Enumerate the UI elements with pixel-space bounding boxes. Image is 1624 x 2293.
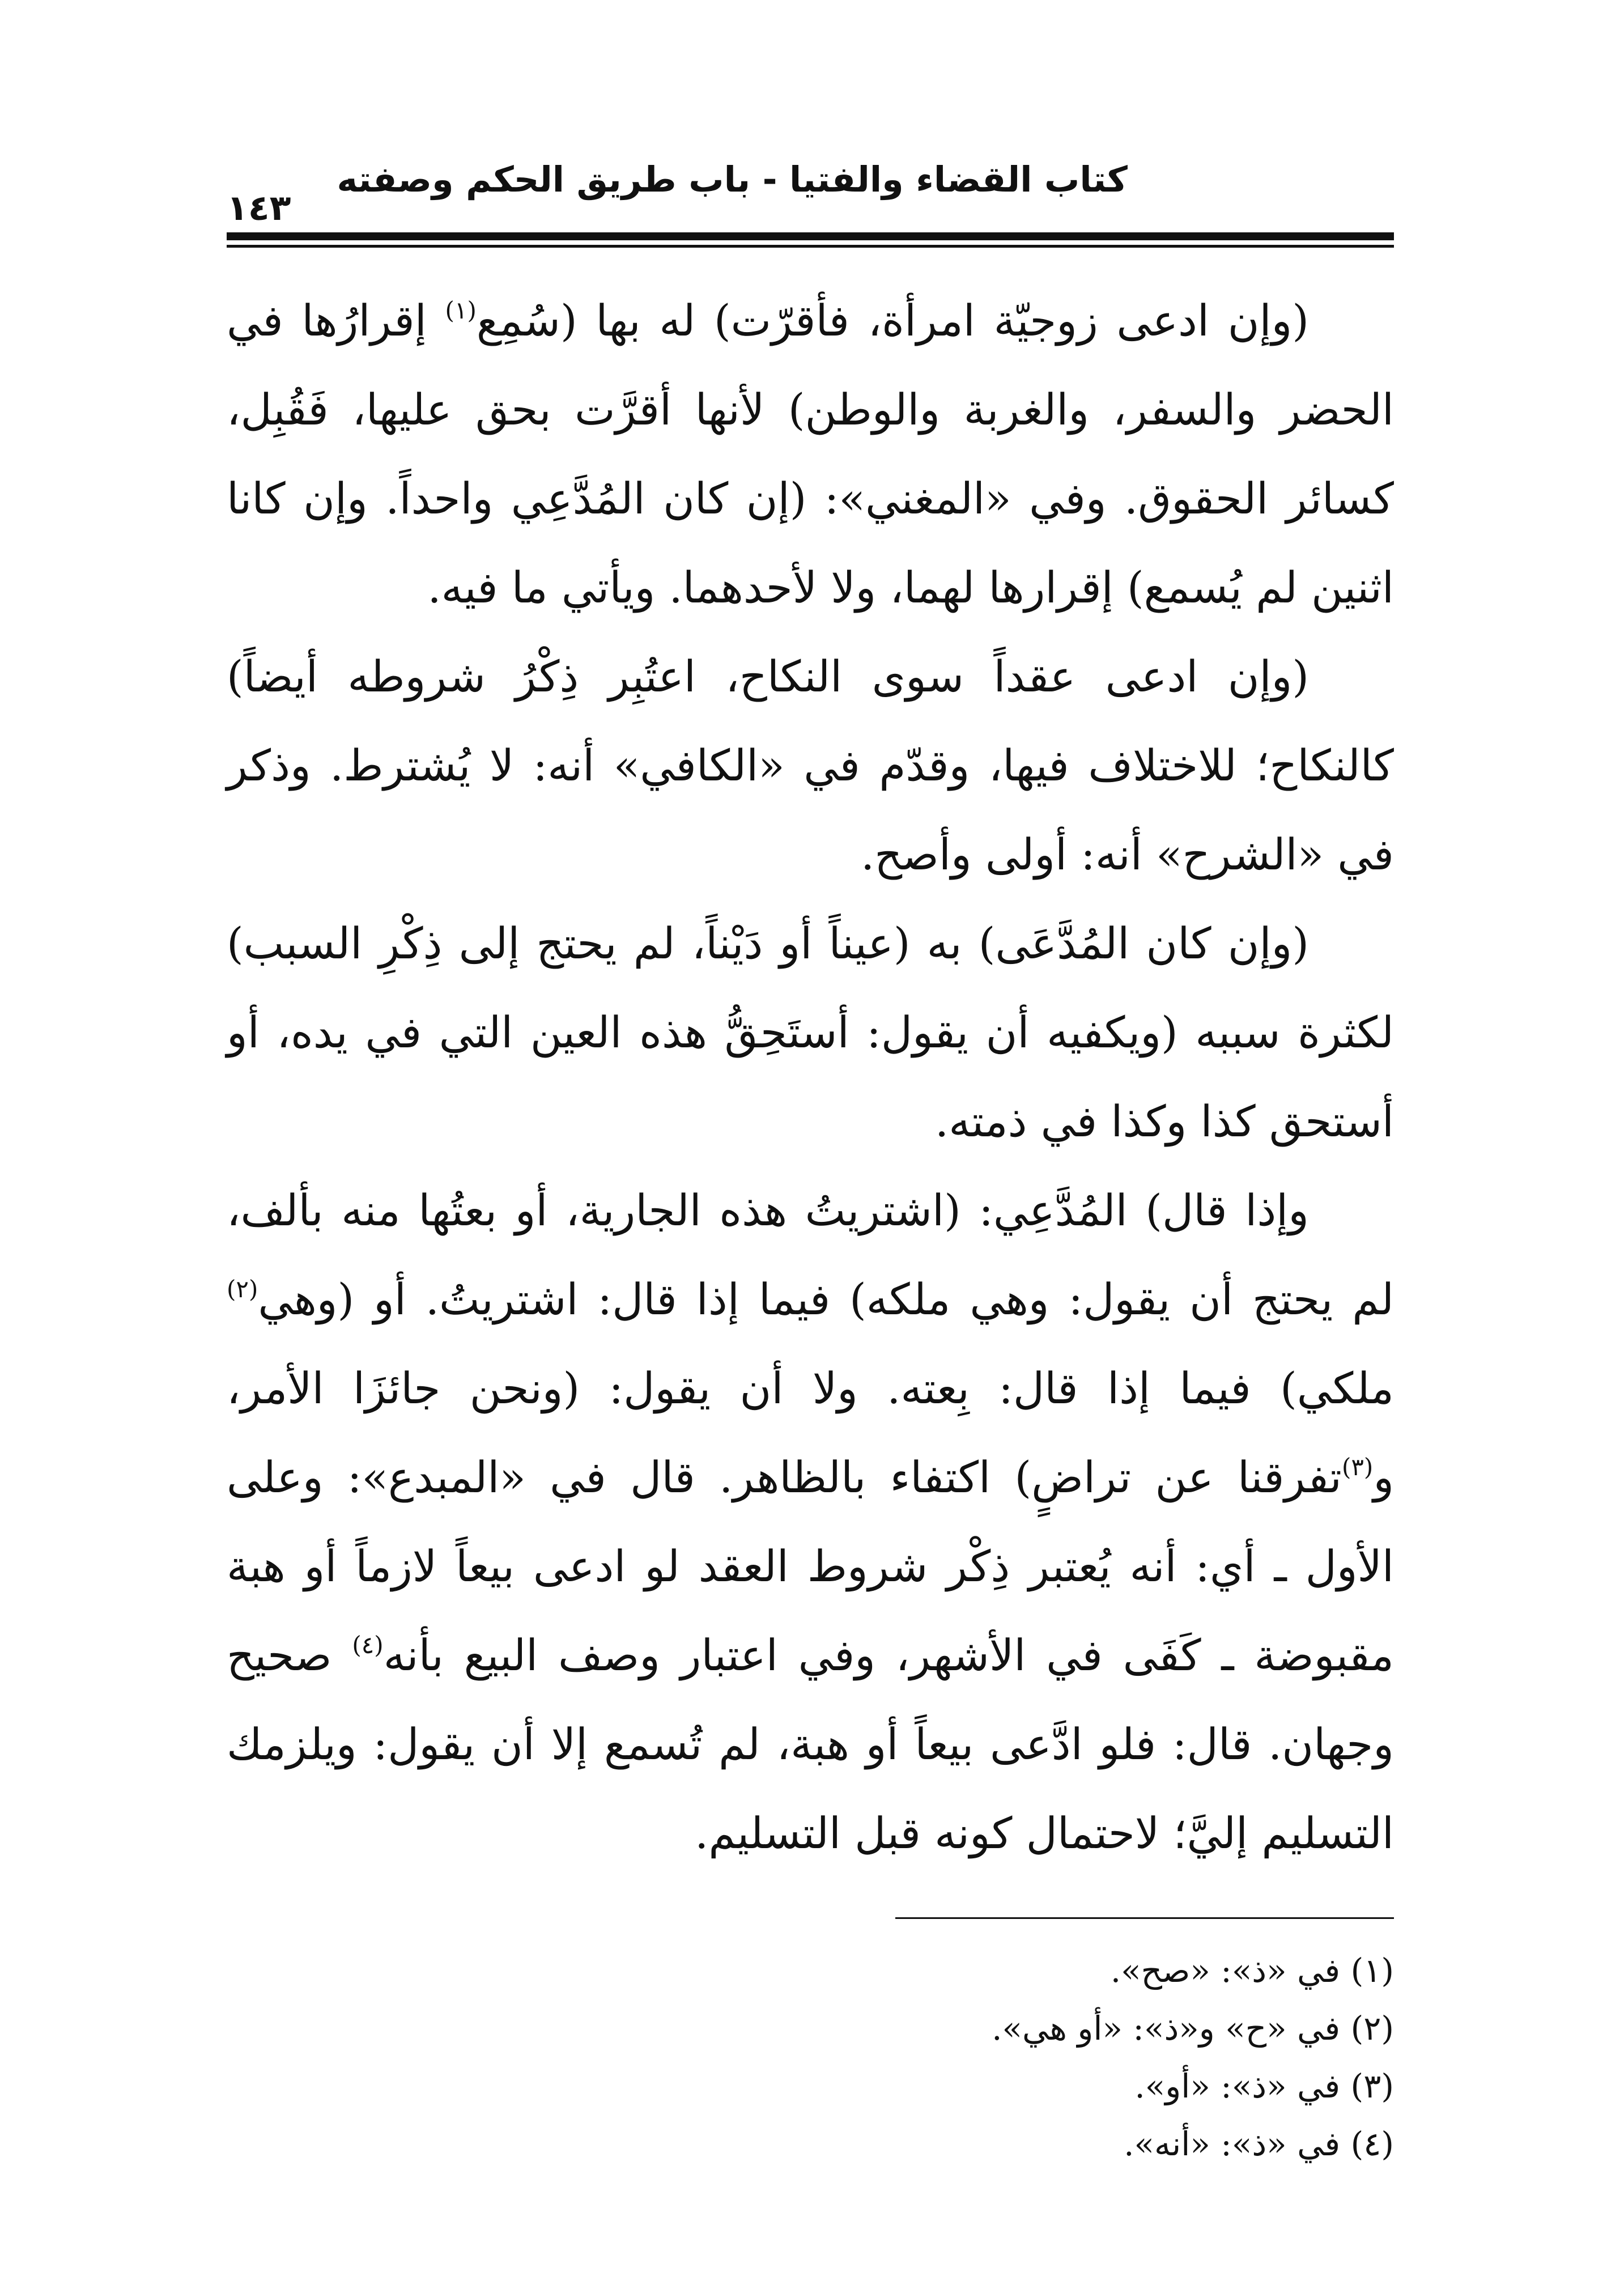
paragraph-1: [227, 276, 1394, 632]
book-page: [227, 136, 1394, 2173]
text-line: هبة، لم تُسمع إلا أن يقول: ويلزمك التسليم إليَّ؛ لاحتمال كونه قبل: [227, 1719, 1394, 1858]
text-line: تراضٍ) اكتفاء بالظاهر. قال في «المبدع»: وعلى الأول ـ أي: أنه يُعتبر: [227, 1452, 1394, 1591]
footnote-ref-3[interactable]: (٣): [1341, 1453, 1374, 1481]
text-line: ملكي): [1280, 1363, 1394, 1413]
paragraph-3: [227, 899, 1394, 1166]
page-number: ١٤٣: [227, 187, 291, 228]
text-line: وفي اعتبار وصف البيع بأنه: [383, 1630, 875, 1680]
header-title: كتاب القضاء والفتيا - باب طريق الحكم وصفته: [337, 159, 1128, 200]
text-line: لكثرة سببه (ويكفيه أن يقول: أستَحِقُّ هذه العين التي في يده، أو أستحق: [227, 1007, 1394, 1146]
main-text: [227, 276, 1394, 1878]
text-line: التسليم.: [695, 1808, 841, 1858]
paragraph-2: [227, 632, 1394, 899]
footnote-ref-1[interactable]: (١): [445, 296, 477, 324]
footnote-separator: [895, 1917, 1394, 1919]
text-line: (وإن كان المُدَّعَى) به (عيناً أو دَيْناً، لم يحتج إلى ذِكْرِ السبب): [227, 918, 1309, 969]
text-line: فيما إذا قال: بِعته. ولا أن يقول: (ونحن جائزَا الأمر، و: [227, 1363, 1395, 1502]
footnote-1: (١) في «ذ»: «صح».: [1110, 1951, 1394, 1990]
text-line: الحقوق. وفي «المغني»: (إن كان المُدَّعِي واحداً. وإن كانا اثنين لم: [227, 473, 1394, 613]
text-line: يحتج أن يقول: وهي ملكه) فيما إذا قال: اشتريتُ. أو (وهي: [258, 1274, 1333, 1324]
footnote-2: (٢) في «ح» و«ذ»: «أو هي».: [992, 2009, 1394, 2048]
text-line: (وإن ادعى زوجيّة امرأة، فأقرّت) له بها (سُمِع: [476, 295, 1310, 346]
text-line: إقرارُها في: [227, 295, 445, 346]
text-line: يُسمع) إقرارها لهما، ولا لأحدهما. ويأتي ما فيه.: [427, 562, 1242, 613]
footnote-4: (٤) في «ذ»: «أنه».: [1124, 2125, 1394, 2163]
footnotes: [227, 1942, 1394, 2173]
text-line: كذا وكذا في ذمته.: [935, 1096, 1256, 1146]
header-rule-thin: [227, 245, 1394, 248]
text-line: الحضر والسفر، والغربة والوطن) لأنها أقرَّت بحق عليها، فَقُبِل، كسائر: [227, 384, 1394, 524]
text-line: للاختلاف فيها، وقدّم في «الكافي» أنه: لا يُشترط. وذكر في «الشرح»: [227, 740, 1394, 880]
text-line: أنه: أولى وأصح.: [861, 829, 1142, 880]
text-line: صحيح وجهان. قال: فلو ادَّعى بيعاً أو: [227, 1630, 1394, 1769]
footnote-ref-2[interactable]: (٢): [227, 1275, 258, 1303]
text-line: تفرقنا عن: [1155, 1452, 1342, 1502]
text-line: ذِكْر شروط العقد لو ادعى بيعاً لازماً أو هبة مقبوضة ـ كَفَى في الأشهر،: [227, 1541, 1394, 1680]
running-header: [227, 136, 1394, 232]
footnote-ref-4[interactable]: (٤): [352, 1631, 384, 1659]
header-rule-thick: [227, 232, 1394, 240]
text-line: (وإن ادعى عقداً سوى النكاح، اعتُبِر ذِكْرُ شروطه أيضاً) كالنكاح؛: [227, 651, 1394, 791]
paragraph-4: [227, 1166, 1394, 1878]
footnote-3: (٣) في «ذ»: «أو».: [1134, 2067, 1394, 2105]
text-line: وإذا قال) المُدَّعِي: (اشتريتُ هذه الجارية، أو بعتُها منه بألف، لم: [227, 1185, 1394, 1324]
